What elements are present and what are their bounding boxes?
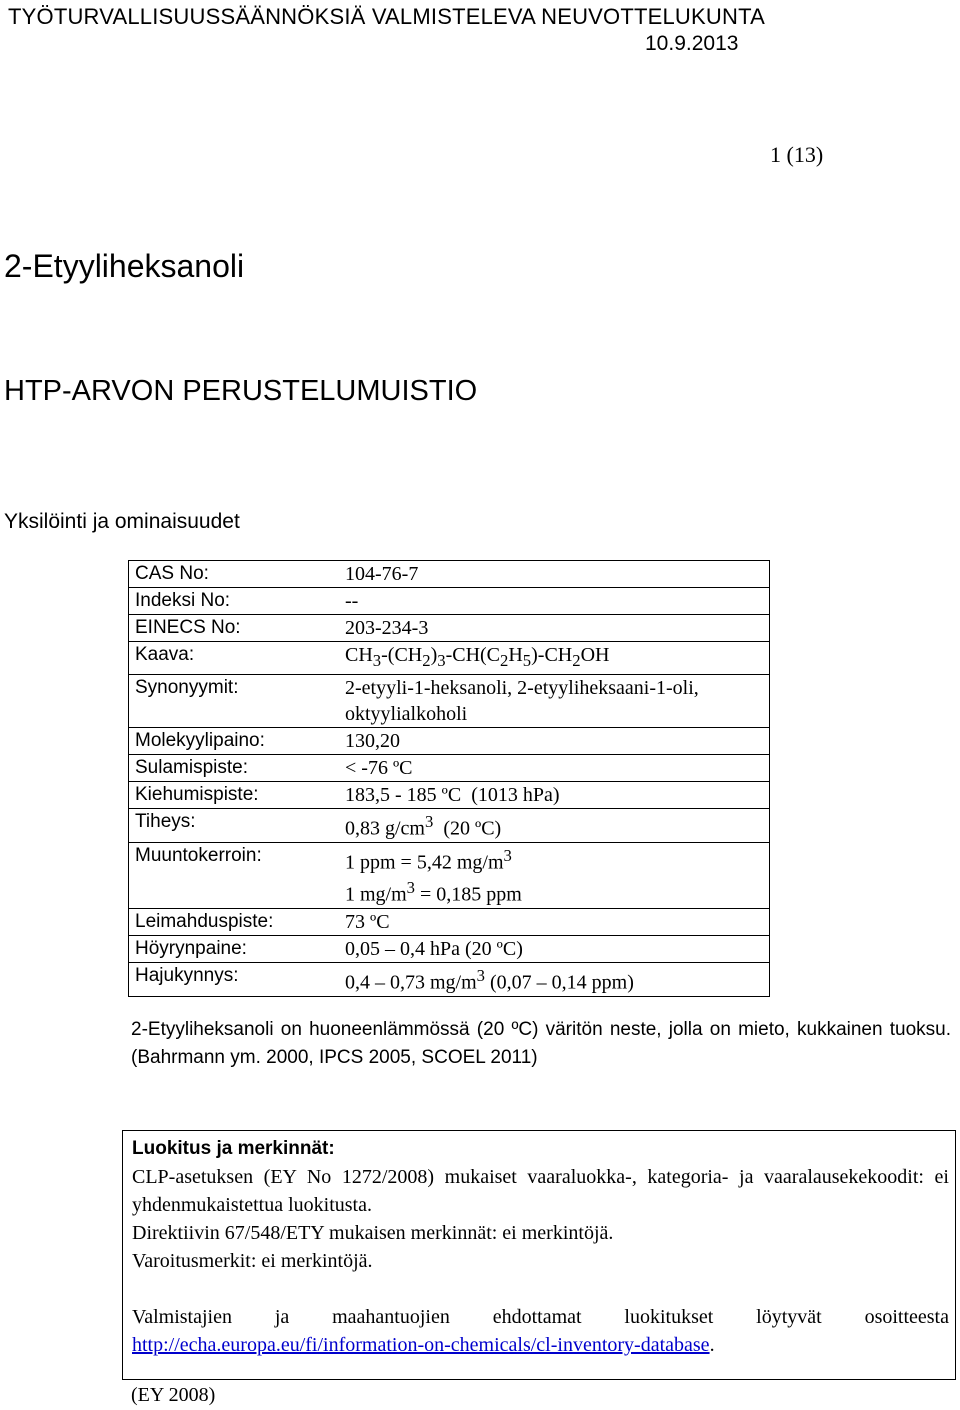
- table-row: [129, 561, 770, 588]
- page-number: 1 (13): [770, 142, 824, 167]
- echa-link[interactable]: http://echa.europa.eu/fi/information-on-chemicals/cl-inventory-database: [132, 1334, 710, 1356]
- manufacturers-text: Valmistajien ja maahantuojien ehdottamat luokitukset löytyvät osoitteesta: [132, 1306, 949, 1328]
- table-row: [129, 588, 770, 615]
- melting-point-label: Sulamispiste:: [129, 755, 346, 782]
- melting-point-value: < -76 ºC: [345, 755, 770, 782]
- header-organization: TYÖTURVALLISUUSSÄÄNNÖKSIÄ VALMISTELEVA NEUVOTTELUKUNTA: [8, 4, 765, 29]
- formula-label: Kaava:: [129, 642, 346, 675]
- table-row: [129, 728, 770, 755]
- properties-table: [128, 560, 770, 997]
- warning-text: Varoitusmerkit: ei merkintöjä.: [132, 1250, 373, 1272]
- cas-label: CAS No:: [129, 561, 346, 588]
- table-row: [129, 755, 770, 782]
- formula-value: $CH_3-(CH_2)_3-CH(C_2H_5)-CH_2OH$: [345, 642, 770, 675]
- cas-value: 104-76-7: [345, 561, 770, 588]
- document-title: 2-Etyyliheksanoli: [4, 248, 245, 284]
- index-label: Indeksi No:: [129, 588, 346, 615]
- einecs-label: EINECS No:: [129, 615, 346, 642]
- table-row: [129, 935, 770, 962]
- molar-mass-value: 130,20: [345, 728, 770, 755]
- molar-mass-label: Molekyylipaino:: [129, 728, 346, 755]
- boiling-point-label: Kiehumispiste:: [129, 782, 346, 809]
- header-date: 10.9.2013: [645, 32, 739, 55]
- vapour-pressure-label: Höyrynpaine:: [129, 935, 346, 962]
- classification-box: [122, 1130, 956, 1380]
- table-row: [129, 782, 770, 809]
- density-value: 0,83 $g/cm^3$ (20 ºC): [345, 809, 770, 843]
- vapour-pressure-value: 0,05 – 0,4 hPa (20 ºC): [345, 935, 770, 962]
- einecs-value: 203-234-3: [345, 615, 770, 642]
- odour-label: Hajukynnys:: [129, 962, 346, 996]
- clp-text: CLP-asetuksen (EY No 1272/2008) mukaiset vaaraluokka-, kategoria- ja vaaralausekekoodit: ei yhdenmukaistettua luokitusta.: [132, 1166, 949, 1216]
- description-paragraph: 2-Etyyliheksanoli on huoneenlämmössä (20 ºC) väritön neste, jolla on mieto, kukkainen tuoksu. (Bahrmann ym. 2000, IPCS 2005, SCOEL 2011): [131, 1019, 951, 1068]
- table-row: [129, 842, 770, 908]
- table-row: [129, 908, 770, 935]
- reference-text: (EY 2008): [131, 1384, 216, 1406]
- conversion-label: Muuntokerroin:: [129, 842, 346, 908]
- flash-point-value: 73 ºC: [345, 908, 770, 935]
- synonyms-value: 2-etyyli-1-heksanoli, 2-etyyliheksaani-1-oli, oktyylialkoholi: [345, 675, 770, 728]
- boiling-point-value: 183,5 - 185 ºC (1013 hPa): [345, 782, 770, 809]
- table-row: [129, 615, 770, 642]
- table-row: [129, 809, 770, 843]
- classification-heading: Luokitus ja merkinnät:: [132, 1138, 335, 1159]
- table-row: [129, 962, 770, 996]
- link-suffix: .: [709, 1334, 715, 1356]
- table-row: [129, 642, 770, 675]
- index-value: --: [345, 588, 770, 615]
- document-subtitle: HTP-ARVON PERUSTELUMUISTIO: [4, 375, 478, 407]
- density-label: Tiheys:: [129, 809, 346, 843]
- table-row: [129, 675, 770, 728]
- synonyms-label: Synonyymit:: [129, 675, 346, 728]
- section-heading: Yksilöinti ja ominaisuudet: [4, 510, 240, 533]
- directive-text: Direktiivin 67/548/ETY mukaisen merkinnät: ei merkintöjä.: [132, 1222, 614, 1244]
- conversion-value: 1 ppm = 5,42 $mg/m^3$ 1 $mg/m^3 = 0,185$ ppm: [345, 842, 770, 908]
- odour-value: 0,4 – 0,73 $mg/m^3$ (0,07 – 0,14 ppm): [345, 962, 770, 996]
- flash-point-label: Leimahduspiste:: [129, 908, 346, 935]
